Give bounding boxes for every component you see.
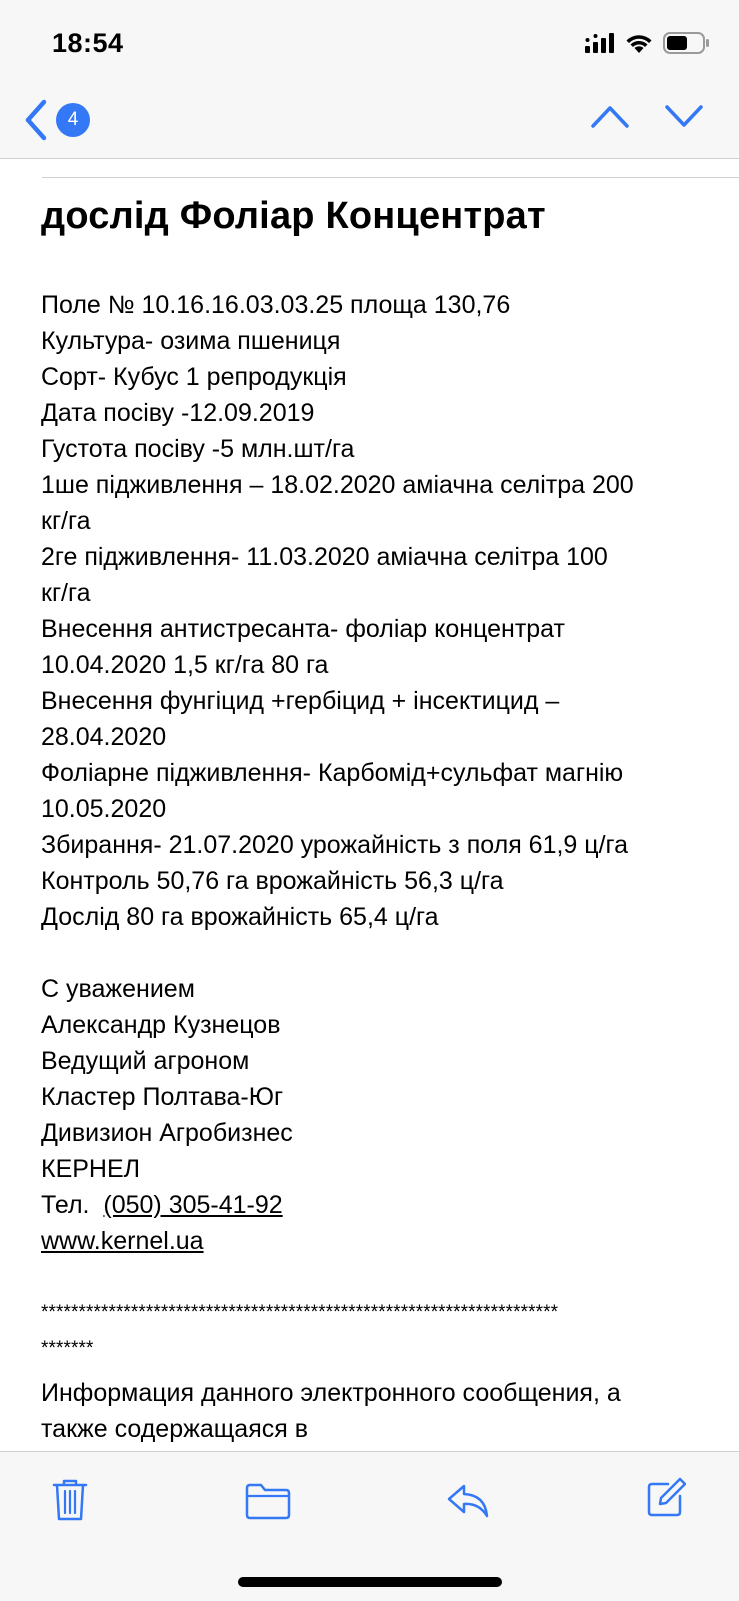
- signal-icon: [585, 33, 615, 53]
- body-line: Поле № 10.16.16.03.03.25 площа 130,76: [41, 291, 511, 319]
- disclaimer-line: Информация данного электронного сообщения, а: [41, 1379, 621, 1407]
- separator-line: *********************************************************************: [41, 1302, 559, 1323]
- nav-bar: [0, 92, 739, 159]
- reply-button[interactable]: [446, 1482, 490, 1525]
- signature-name: Александр Кузнецов: [41, 1011, 281, 1039]
- signature-cluster: Кластер Полтава-Юг: [41, 1083, 284, 1111]
- body-line: кг/га: [41, 579, 91, 607]
- previous-message-button[interactable]: [590, 102, 630, 135]
- next-message-button[interactable]: [664, 102, 704, 135]
- body-line: 10.04.2020 1,5 кг/га 80 га: [41, 651, 329, 679]
- disclaimer-line: также содержащаяся в: [41, 1415, 309, 1443]
- separator-line: *******: [41, 1338, 94, 1359]
- phone-link[interactable]: (050) 305-41-92: [103, 1191, 283, 1219]
- chevron-down-icon: [664, 102, 704, 130]
- signature-company: КЕРНЕЛ: [41, 1155, 141, 1183]
- email-subject: дослід Фоліар Концентрат: [41, 195, 546, 237]
- body-line: Фоліарне підживлення- Карбомід+сульфат магнію: [41, 759, 624, 787]
- website-row: [41, 1223, 731, 1259]
- website-link[interactable]: www.kernel.ua: [41, 1227, 204, 1255]
- unread-count-badge: 4: [56, 103, 90, 137]
- spacer: [41, 935, 731, 971]
- body-line: Збирання- 21.07.2020 урожайність з поля 61,9 ц/га: [41, 831, 629, 859]
- body-line: Густота посіву -5 млн.шт/га: [41, 435, 355, 463]
- body-line: Дата посіву -12.09.2019: [41, 399, 315, 427]
- chevron-up-icon: [590, 102, 630, 130]
- compose-button[interactable]: [646, 1476, 686, 1523]
- body-line: Дослід 80 га врожайність 65,4 ц/га: [41, 903, 439, 931]
- body-line: 2ге підживлення- 11.03.2020 аміачна селітра 100: [41, 543, 608, 571]
- spacer: [41, 1367, 731, 1375]
- delete-button[interactable]: [52, 1478, 88, 1527]
- body-line: кг/га: [41, 507, 91, 535]
- status-bar: [0, 0, 739, 92]
- body-line: Сорт- Кубус 1 репродукція: [41, 363, 347, 391]
- signature-phone-row: [41, 1187, 731, 1223]
- body-line: Культура- озима пшениця: [41, 327, 341, 355]
- reply-icon: [446, 1482, 490, 1520]
- spacer: [41, 1259, 731, 1295]
- status-icons: [585, 32, 709, 54]
- email-body: [41, 287, 731, 1447]
- wifi-icon: [625, 33, 653, 54]
- header-divider: [42, 177, 739, 178]
- status-time: 18:54: [52, 28, 124, 58]
- move-to-folder-button[interactable]: [245, 1482, 291, 1525]
- body-line: Внесення антистресанта- фоліар концентрат: [41, 615, 565, 643]
- home-indicator: [238, 1577, 502, 1587]
- trash-icon: [52, 1478, 88, 1522]
- signature-position: Ведущий агроном: [41, 1047, 250, 1075]
- folder-icon: [245, 1482, 291, 1520]
- battery-icon: [663, 32, 709, 54]
- email-content[interactable]: [0, 159, 739, 1451]
- back-chevron-icon: [22, 98, 52, 142]
- signature-division: Дивизион Агробизнес: [41, 1119, 293, 1147]
- signature-greeting: С уважением: [41, 975, 195, 1003]
- compose-icon: [646, 1476, 686, 1518]
- phone-label: Тел.: [41, 1191, 90, 1219]
- body-line: 1ше підживлення – 18.02.2020 аміачна селітра 200: [41, 471, 634, 499]
- body-line: 28.04.2020: [41, 723, 167, 751]
- back-button[interactable]: [18, 96, 98, 144]
- body-line: Контроль 50,76 га врожайність 56,3 ц/га: [41, 867, 504, 895]
- body-line: 10.05.2020: [41, 795, 167, 823]
- body-line: Внесення фунгіцид +гербіцид + інсектицид –: [41, 687, 560, 715]
